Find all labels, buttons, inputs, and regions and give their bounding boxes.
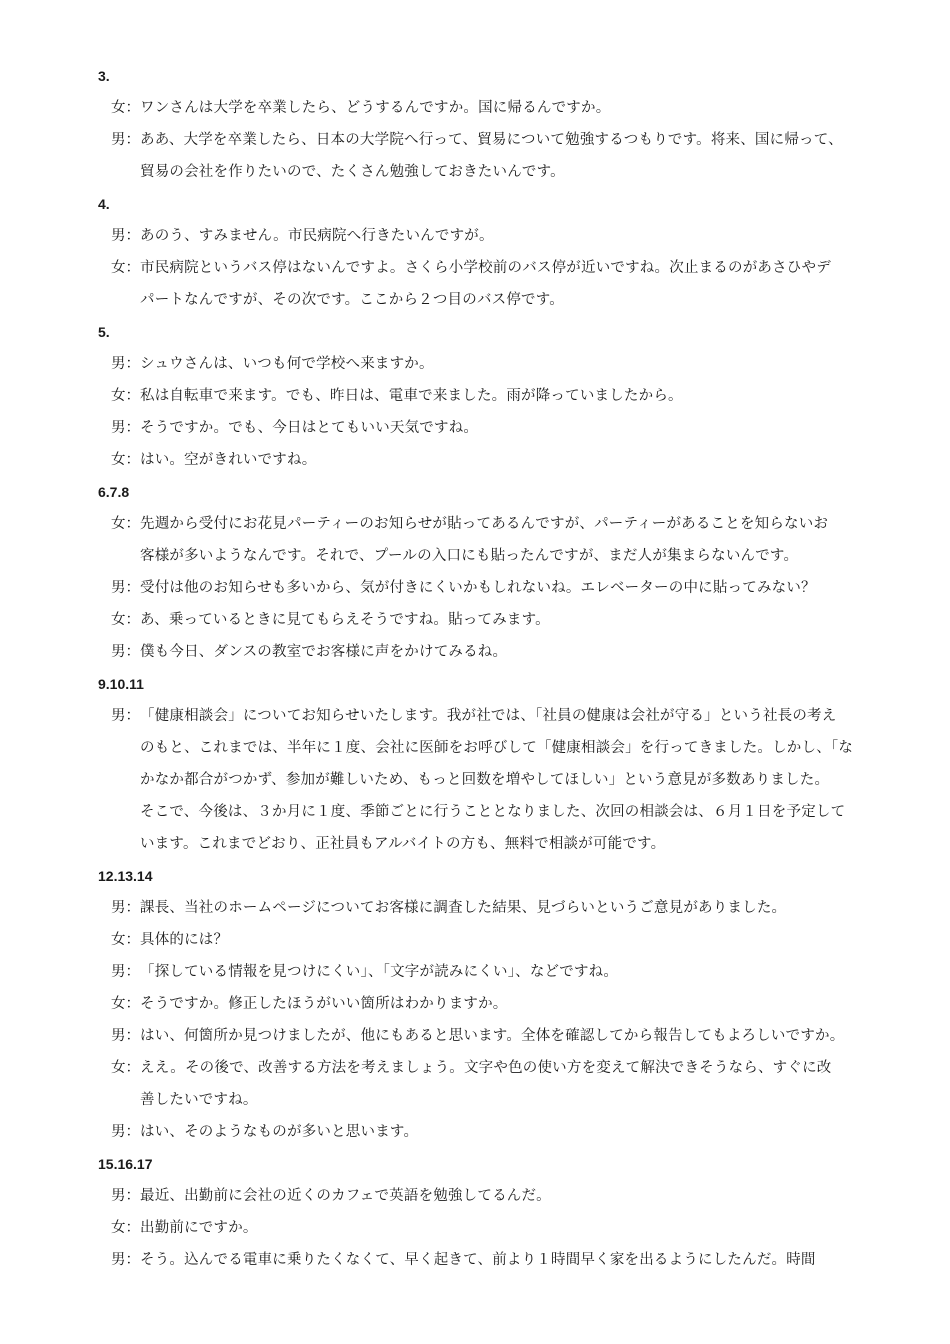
dialogue-text: かなか都合がつかず、参加が難しいため、もっと回数を増やしてほしい」という意見が多数ありました。	[140, 772, 830, 788]
dialogue-text: あのう、すみません。市民病院へ行きたいんですが。	[140, 228, 494, 244]
speaker-label: 女：	[111, 100, 140, 116]
dialogue-line	[96, 412, 896, 444]
dialogue-line	[96, 764, 896, 796]
speaker-label: 男：	[111, 420, 140, 436]
speaker-label: 女：	[111, 1060, 140, 1076]
dialogue-line	[96, 924, 896, 956]
dialogue-text: あ、乗っているときに見てもらえそうですね。貼ってみます。	[140, 612, 550, 628]
dialogue-line	[96, 380, 896, 412]
dialogue-line	[96, 252, 896, 284]
dialogue-text: シュウさんは、いつも何で学校へ来ますか。	[140, 356, 434, 372]
dialogue-text: 市民病院というバス停はないんですよ。さくら小学校前のバス停が近いですね。次止まるのがあさひやデ	[140, 260, 831, 276]
speaker-label: 女：	[111, 612, 140, 628]
dialogue-line	[96, 700, 896, 732]
speaker-label	[96, 764, 140, 796]
dialogue-line	[96, 92, 896, 124]
speaker-label: 女：	[111, 260, 140, 276]
dialogue-line	[96, 508, 896, 540]
dialogue-text: 受付は他のお知らせも多いから、気が付きにくいかもしれないね。エレベーターの中に貼ってみない？	[140, 580, 816, 596]
speaker-label: 女：	[111, 516, 140, 532]
dialogue-line	[96, 604, 896, 636]
dialogue-text: そうですか。修正したほうがいい箇所はわかりますか。	[140, 996, 508, 1012]
dialogue-text: 「探している情報を見つけにくい」、「文字が読みにくい」、などですね。	[140, 964, 619, 980]
dialogue-text: のもと、これまでは、半年に１度、会社に医師をお呼びして「健康相談会」を行ってきました。しかし、「な	[140, 740, 854, 756]
speaker-label	[96, 1084, 140, 1116]
dialogue-line	[96, 156, 896, 188]
dialogue-line	[96, 796, 896, 828]
speaker-label: 男：	[111, 644, 140, 660]
speaker-label: 女：	[111, 932, 140, 948]
section-number: 5.	[98, 324, 110, 340]
dialogue-text: パートなんですが、その次です。ここから２つ目のバス停です。	[140, 292, 564, 308]
section-number: 12.13.14	[98, 868, 153, 884]
transcript-section	[96, 1148, 896, 1276]
speaker-label	[96, 540, 140, 572]
dialogue-text: ええ。その後で、改善する方法を考えましょう。文字や色の使い方を変えて解決できそうなら、すぐに改	[140, 1060, 832, 1076]
speaker-label	[96, 156, 140, 188]
dialogue-line	[96, 540, 896, 572]
dialogue-text: 先週から受付にお花見パーティーのお知らせが貼ってあるんですが、パーティーがあることを知らないお	[140, 516, 829, 532]
section-number: 9.10.11	[98, 676, 144, 692]
section-number: 15.16.17	[98, 1156, 153, 1172]
dialogue-text: ああ、大学を卒業したら、日本の大学院へ行って、貿易について勉強するつもりです。将来、国に帰って、	[140, 132, 843, 148]
dialogue-text: います。これまでどおり、正社員もアルバイトの方も、無料で相談が可能です。	[140, 836, 666, 852]
speaker-label: 男：	[111, 964, 140, 980]
dialogue-text: ワンさんは大学を卒業したら、どうするんですか。国に帰るんですか。	[140, 100, 611, 116]
speaker-label: 男：	[111, 580, 140, 596]
dialogue-line	[96, 892, 896, 924]
transcript-section	[96, 188, 896, 316]
dialogue-text: 私は自転車で来ます。でも、昨日は、電車で来ました。雨が降っていましたから。	[140, 388, 683, 404]
section-number: 3.	[98, 68, 110, 84]
speaker-label: 男：	[111, 1188, 140, 1204]
section-number: 6.7.8	[98, 484, 130, 500]
transcript-section	[96, 860, 896, 1148]
speaker-label: 男：	[111, 1124, 140, 1140]
dialogue-text: 課長、当社のホームページについてお客様に調査した結果、見づらいというご意見がありました。	[140, 900, 787, 916]
dialogue-text: 善したいですね。	[140, 1092, 258, 1108]
dialogue-line	[96, 1116, 896, 1148]
dialogue-line	[96, 220, 896, 252]
dialogue-text: 客様が多いようなんです。それで、プールの入口にも貼ったんですが、まだ人が集まらないんです。	[140, 548, 799, 564]
dialogue-line	[96, 1244, 896, 1276]
speaker-label	[96, 284, 140, 316]
dialogue-line	[96, 124, 896, 156]
transcript-section	[96, 668, 896, 860]
dialogue-text: はい、そのようなものが多いと思います。	[140, 1124, 419, 1140]
transcript-section	[96, 476, 896, 668]
speaker-label: 男：	[111, 1028, 140, 1044]
speaker-label: 女：	[111, 996, 140, 1012]
dialogue-line	[96, 1084, 896, 1116]
speaker-label	[96, 732, 140, 764]
transcript-section	[96, 60, 896, 188]
speaker-label: 男：	[111, 132, 140, 148]
speaker-label: 男：	[111, 708, 140, 724]
dialogue-text: 出勤前にですか。	[140, 1220, 258, 1236]
dialogue-text: そうですか。でも、今日はとてもいい天気ですね。	[140, 420, 479, 436]
dialogue-line	[96, 1212, 896, 1244]
dialogue-text: はい。空がきれいですね。	[140, 452, 317, 468]
speaker-label: 男：	[111, 356, 140, 372]
speaker-label	[96, 796, 140, 828]
dialogue-line	[96, 1180, 896, 1212]
dialogue-line	[96, 284, 896, 316]
dialogue-line	[96, 444, 896, 476]
speaker-label: 男：	[111, 1252, 140, 1268]
speaker-label: 男：	[111, 900, 140, 916]
section-number: 4.	[98, 196, 110, 212]
dialogue-line	[96, 732, 896, 764]
dialogue-text: そう。込んでる電車に乗りたくなくて、早く起きて、前より１時間早く家を出るようにしたんだ。時間	[140, 1252, 816, 1268]
dialogue-line	[96, 956, 896, 988]
dialogue-line	[96, 1020, 896, 1052]
speaker-label: 女：	[111, 452, 140, 468]
dialogue-line	[96, 636, 896, 668]
speaker-label: 女：	[111, 388, 140, 404]
dialogue-text: 最近、出勤前に会社の近くのカフェで英語を勉強してるんだ。	[140, 1188, 551, 1204]
dialogue-line	[96, 572, 896, 604]
speaker-label: 女：	[111, 1220, 140, 1236]
dialogue-text: 貿易の会社を作りたいので、たくさん勉強しておきたいんです。	[140, 164, 565, 180]
transcript-section	[96, 316, 896, 476]
dialogue-line	[96, 988, 896, 1020]
transcript-body	[96, 60, 896, 1276]
dialogue-text: 具体的には？	[140, 932, 229, 948]
speaker-label: 男：	[111, 228, 140, 244]
dialogue-text: 「健康相談会」についてお知らせいたします。我が社では、「社員の健康は会社が守る」という社長の考え	[140, 708, 837, 724]
dialogue-line	[96, 1052, 896, 1084]
dialogue-line	[96, 348, 896, 380]
speaker-label	[96, 828, 140, 860]
dialogue-text: そこで、今後は、３か月に１度、季節ごとに行うこととなりました、次回の相談会は、６月１日を予定して	[140, 804, 846, 820]
dialogue-line	[96, 828, 896, 860]
dialogue-text: 僕も今日、ダンスの教室でお客様に声をかけてみるね。	[140, 644, 508, 660]
dialogue-text: はい、何箇所か見つけましたが、他にもあると思います。全体を確認してから報告してもよろしいですか。	[140, 1028, 845, 1044]
